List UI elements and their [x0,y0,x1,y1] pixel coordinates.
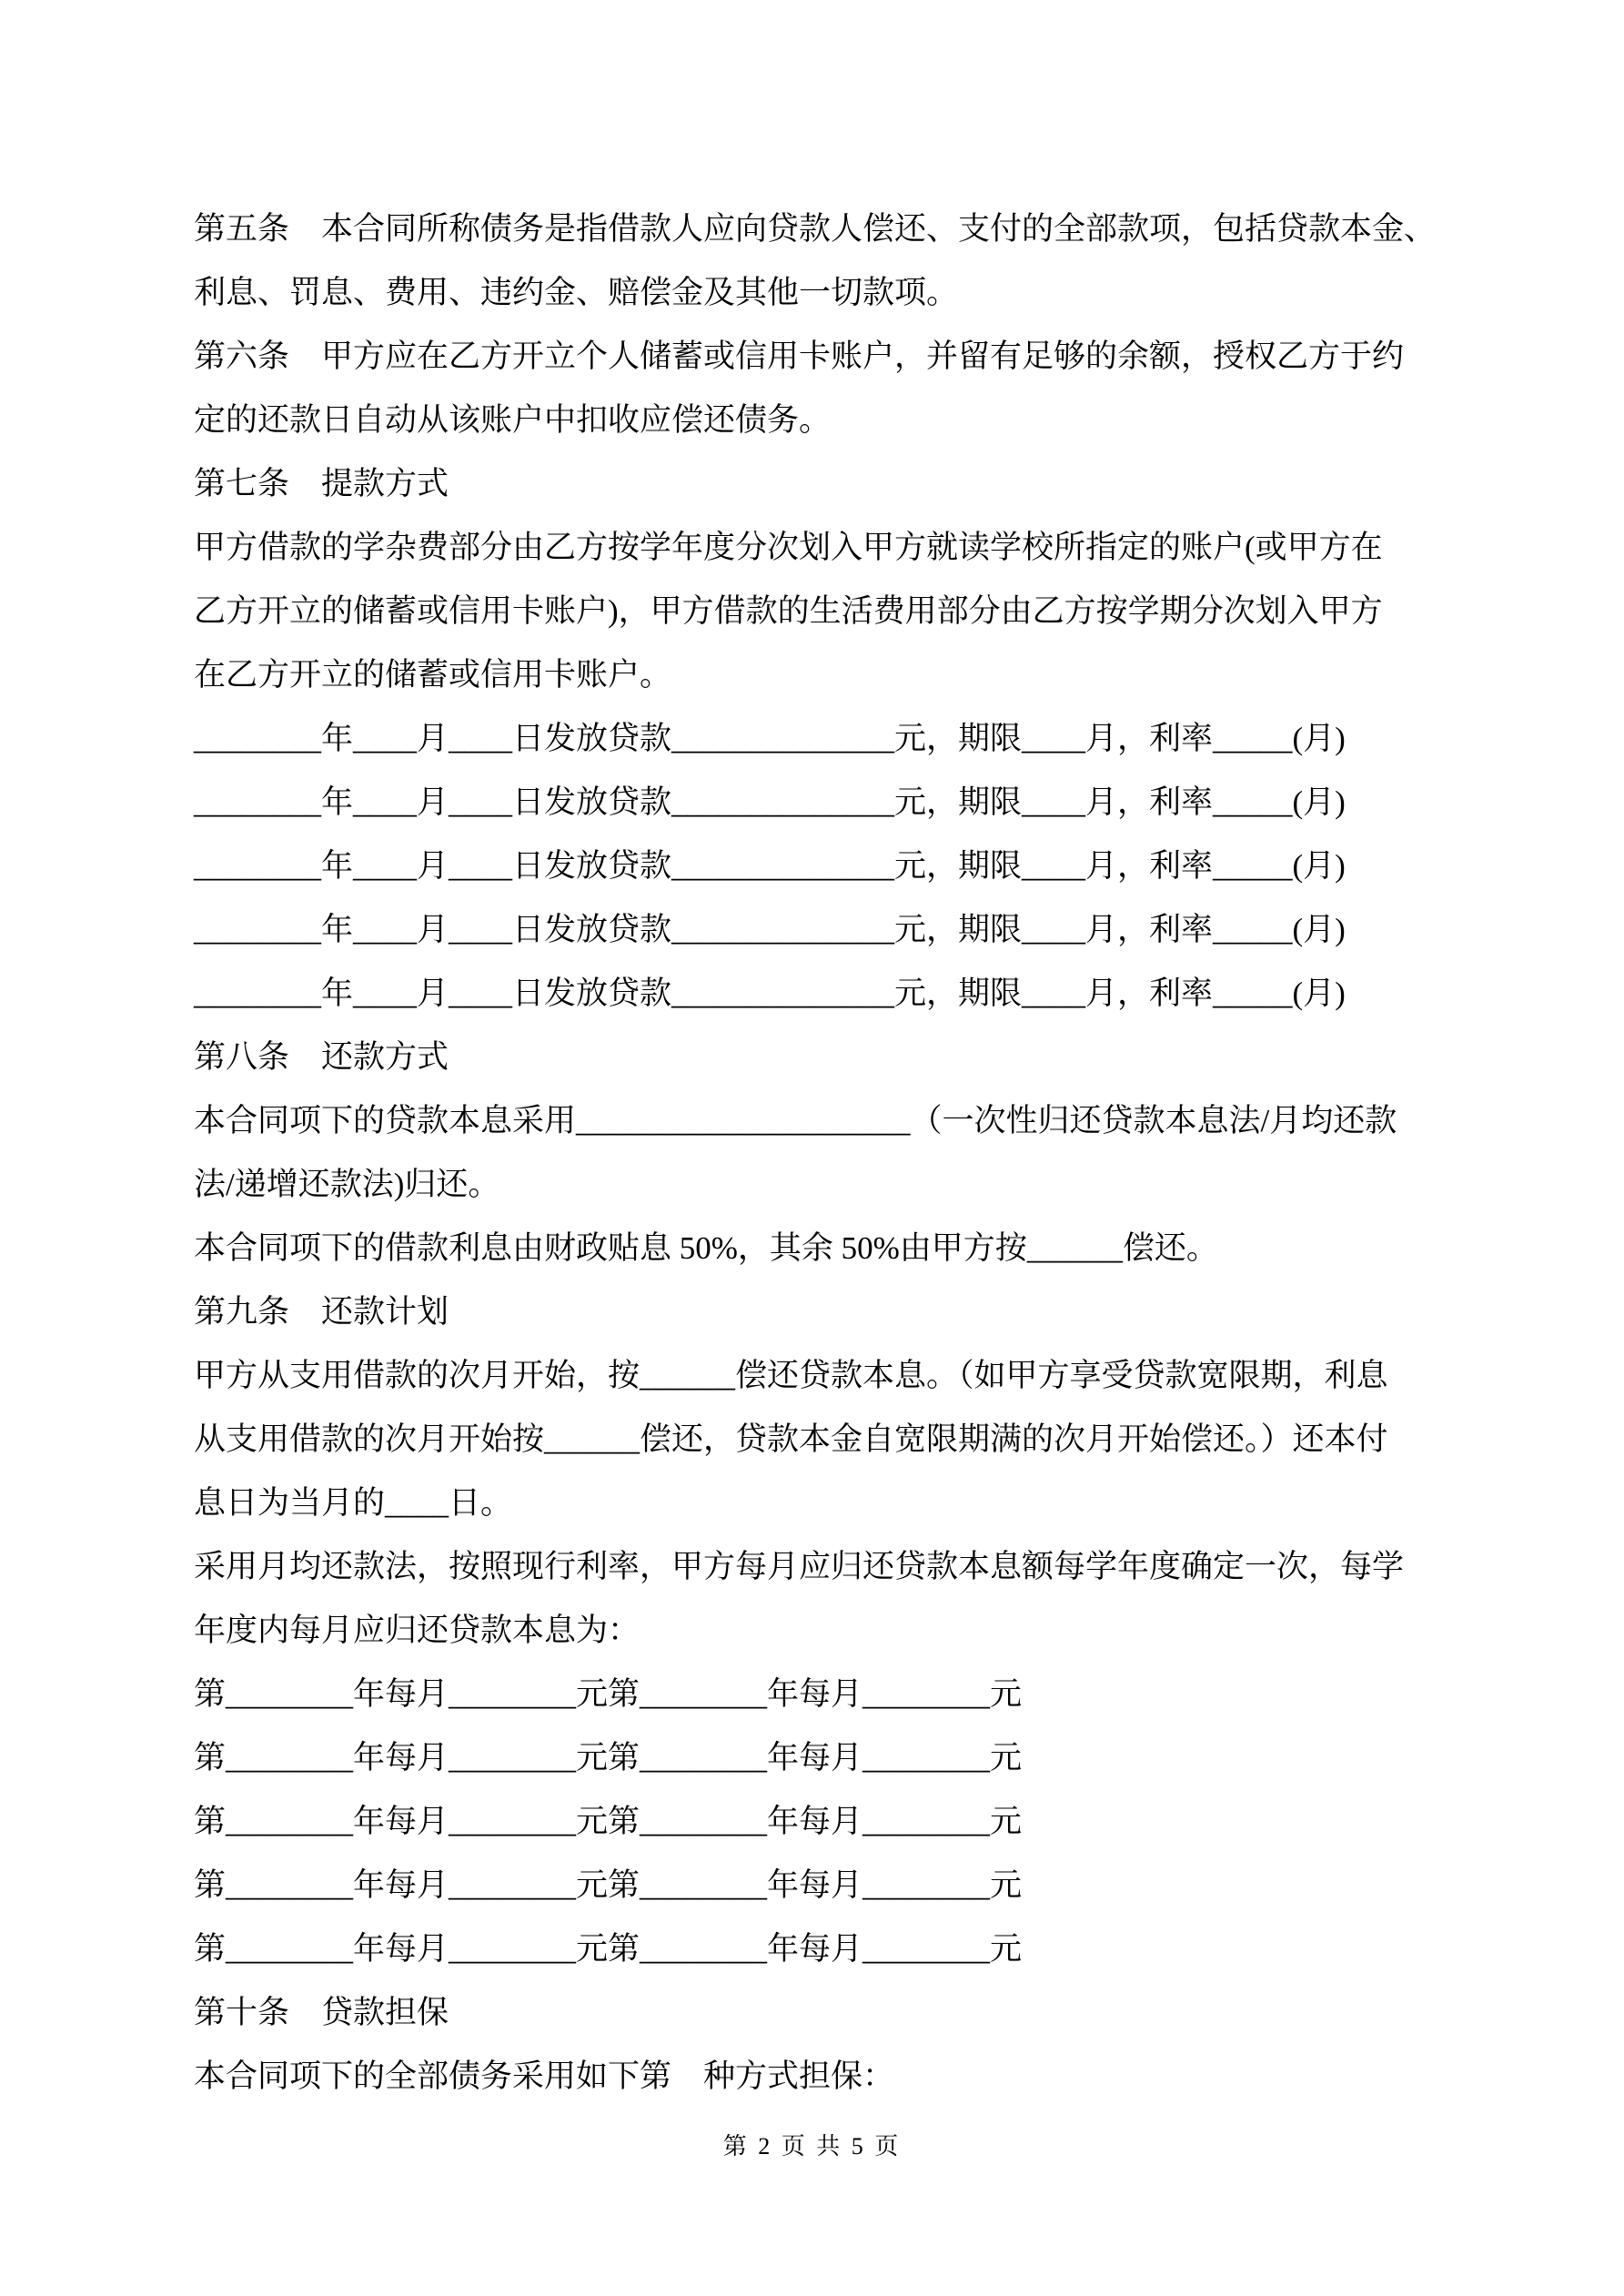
loan-disbursement-blank-line-3: ________年____月____日发放贷款______________元，期限____月，利率_____(月) [194,848,1346,884]
repayment-plan-text-end: 息日为当月的____日。 [194,1485,513,1521]
repayment-plan-text: 甲方从支用借款的次月开始，按______偿还贷款本息。（如甲方享受贷款宽限期，利息 [194,1358,1388,1393]
repayment-plan-text-cont: 从支用借款的次月开始按______偿还，贷款本金自宽限期满的次月开始偿还。）还本付 [194,1421,1388,1457]
clause-7-text-cont: 乙方开立的储蓄或信用卡账户)，甲方借款的生活费用部分由乙方按学期分次划入甲方 [194,593,1383,629]
yearly-monthly-repayment-blank-line-1: 第________年每月________元第________年每月________元 [194,1676,1023,1712]
repayment-method-text-cont: 法/递增还款法)归还。 [194,1167,500,1202]
clause-7-text: 甲方借款的学杂费部分由乙方按学年度分次划入甲方就读学校所指定的账户(或甲方在 [194,530,1383,565]
clause-9-heading: 第九条 还款计划 [194,1294,449,1330]
yearly-monthly-repayment-blank-line-5: 第________年每月________元第________年每月________元 [194,1931,1023,1967]
monthly-repayment-text-cont: 年度内每月应归还贷款本息为： [194,1613,641,1648]
clause-7-text-end: 在乙方开立的储蓄或信用卡账户。 [194,657,672,693]
clause-8-heading: 第八条 还款方式 [194,1039,449,1075]
yearly-monthly-repayment-blank-line-2: 第________年每月________元第________年每月________元 [194,1740,1023,1775]
repayment-method-text: 本合同项下的贷款本息采用_____________________（一次性归还贷款本息法/月均还款 [194,1103,1397,1138]
interest-subsidy-text: 本合同项下的借款利息由财政贴息 50%，其余 50%由甲方按______偿还。 [194,1230,1218,1266]
clause-5-text: 第五条 本合同所称债务是指借款人应向贷款人偿还、支付的全部款项，包括贷款本金、 [194,211,1437,247]
clause-10-heading: 第十条 贷款担保 [194,1995,449,2030]
yearly-monthly-repayment-blank-line-4: 第________年每月________元第________年每月________元 [194,1867,1023,1903]
clause-7-heading: 第七条 提款方式 [194,466,449,501]
loan-disbursement-blank-line-5: ________年____月____日发放贷款______________元，期限____月，利率_____(月) [194,976,1346,1011]
page-number-footer: 第 2 页 共 5 页 [722,2133,902,2159]
clause-5-text-cont: 利息、罚息、费用、违约金、赔偿金及其他一切款项。 [194,275,959,310]
clause-6-text: 第六条 甲方应在乙方开立个人储蓄或信用卡账户，并留有足够的余额，授权乙方于约 [194,339,1405,374]
loan-disbursement-blank-line-2: ________年____月____日发放贷款______________元，期限____月，利率_____(月) [194,784,1346,820]
document-body [194,197,1449,2109]
monthly-repayment-text: 采用月均还款法，按照现行利率，甲方每月应归还贷款本息额每学年度确定一次，每学 [194,1549,1405,1584]
loan-disbursement-blank-line-1: ________年____月____日发放贷款______________元，期限____月，利率_____(月) [194,721,1346,756]
clause-6-text-cont: 定的还款日自动从该账户中扣收应偿还债务。 [194,402,832,438]
yearly-monthly-repayment-blank-line-3: 第________年每月________元第________年每月________元 [194,1804,1023,1839]
loan-disbursement-blank-line-4: ________年____月____日发放贷款______________元，期限____月，利率_____(月) [194,912,1346,947]
guarantee-text: 本合同项下的全部债务采用如下第 种方式担保： [194,2058,895,2094]
